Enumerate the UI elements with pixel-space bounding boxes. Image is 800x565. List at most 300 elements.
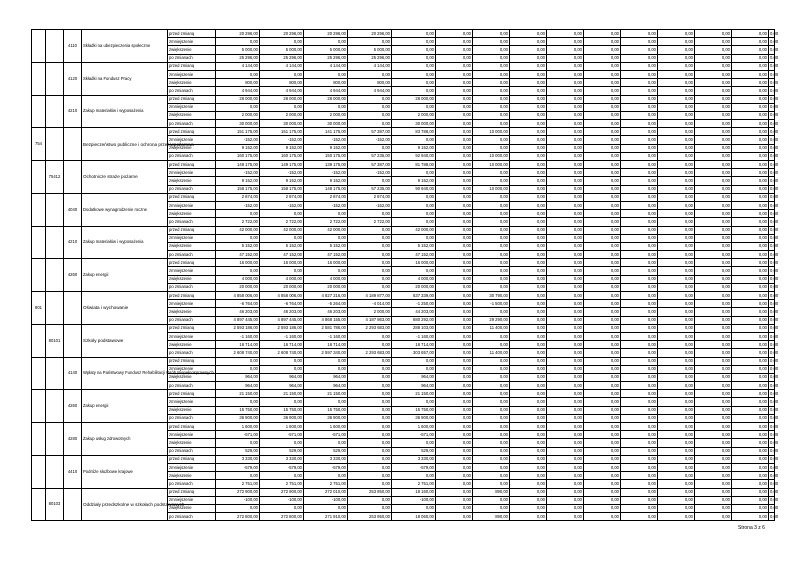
amount-cell: 9 152,00 [304,144,348,152]
amount-cell: -571,00 [260,431,304,439]
amount-cell: 288 103,00 [392,324,436,332]
amount-cell: 29 290,00 [473,316,510,324]
amount-cell: -100,00 [216,496,260,504]
amount-cell: 0,00 [769,398,775,406]
amount-cell: 0,00 [348,463,392,471]
amount-cell: 0,00 [769,308,775,316]
amount-cell: 30 000,00 [304,120,348,128]
amount-cell: 0,00 [547,161,584,169]
amount-cell: 0,00 [436,70,473,78]
amount-cell: 0,00 [436,87,473,95]
amount-cell: 0,00 [547,398,584,406]
amount-cell: 0,00 [436,308,473,316]
amount-cell: 0,00 [769,169,775,177]
chapter-code: 80103 [46,488,64,521]
amount-cell: 0,00 [547,382,584,390]
amount-cell: 0,00 [621,201,658,209]
amount-cell: 0,00 [658,496,695,504]
amount-cell: 0,00 [510,292,547,300]
paragraph-code [64,324,82,357]
amount-cell: 0,00 [547,103,584,111]
amount-cell: 0,00 [584,128,621,136]
amount-cell: 0,00 [510,390,547,398]
amount-cell: 0,00 [732,95,769,103]
row-kind-label: zmniejszenie [168,332,216,340]
amount-cell: 0,00 [695,488,732,496]
amount-cell: 0,00 [621,193,658,201]
chapter-code [46,193,64,226]
amount-cell: 1 600,00 [392,423,436,431]
amount-cell: 0,00 [658,365,695,373]
amount-cell: 0,00 [216,210,260,218]
amount-cell: 0,00 [769,496,775,504]
amount-cell: 0,00 [260,439,304,447]
amount-cell: 0,00 [436,472,473,480]
amount-cell: 0,00 [436,488,473,496]
amount-cell: 0,00 [473,218,510,226]
amount-cell: 0,00 [348,144,392,152]
amount-cell: 0,00 [510,447,547,455]
amount-cell: 0,00 [436,513,473,521]
amount-cell: 0,00 [348,210,392,218]
amount-cell: 0,00 [473,62,510,70]
amount-cell: 4 189 877,00 [348,292,392,300]
row-kind-label: po zmianach [168,447,216,455]
amount-cell: 0,00 [392,504,436,512]
amount-cell: 11 400,00 [473,349,510,357]
item-description: Zakup materiałów i wyposażenia [82,226,168,259]
amount-cell: 0,00 [732,382,769,390]
amount-cell: 0,00 [304,398,348,406]
amount-cell: 0,00 [769,472,775,480]
table-row [32,423,775,431]
paragraph-code: 4210 [64,95,82,128]
amount-cell: 0,00 [769,357,775,365]
amount-cell: 0,00 [436,292,473,300]
amount-cell: 0,00 [436,251,473,259]
amount-cell: 0,00 [695,144,732,152]
row-kind-label: zwiększenie [168,341,216,349]
row-kind-label: zmniejszenie [168,103,216,111]
item-description: Oświata i wychowanie [82,292,168,325]
amount-cell: 0,00 [436,79,473,87]
amount-cell: 0,00 [658,439,695,447]
division-code [32,455,46,488]
amount-cell: 0,00 [584,455,621,463]
amount-cell: 0,00 [584,193,621,201]
row-kind-label: przed zmianą [168,259,216,267]
amount-cell: 20 000,00 [216,283,260,291]
amount-cell: 0,00 [769,210,775,218]
amount-cell: 0,00 [621,324,658,332]
amount-cell: 0,00 [621,398,658,406]
amount-cell: 4 000,00 [304,275,348,283]
amount-cell: 0,00 [621,431,658,439]
amount-cell: 0,00 [473,267,510,275]
amount-cell: 4 944,00 [216,87,260,95]
amount-cell: 0,00 [621,504,658,512]
amount-cell: 0,00 [473,251,510,259]
amount-cell: 47 152,00 [304,251,348,259]
amount-cell: 4 897 445,00 [260,316,304,324]
amount-cell: 0,00 [584,259,621,267]
amount-cell: 0,00 [658,152,695,160]
amount-cell: 0,00 [510,275,547,283]
amount-cell: 0,00 [547,226,584,234]
amount-cell: 0,00 [392,30,436,38]
amount-cell: 0,00 [436,128,473,136]
amount-cell: 0,00 [547,46,584,54]
amount-cell: 0,00 [584,283,621,291]
amount-cell: 0,00 [658,70,695,78]
amount-cell: 0,00 [304,267,348,275]
amount-cell: 21 150,00 [392,390,436,398]
amount-cell: 0,00 [348,275,392,283]
row-kind-label: po zmianach [168,218,216,226]
amount-cell: 16 000,00 [260,259,304,267]
amount-cell: 0,00 [216,38,260,46]
amount-cell: 0,00 [584,300,621,308]
amount-cell: 0,00 [436,382,473,390]
amount-cell: 0,00 [547,414,584,422]
amount-cell: 0,00 [216,472,260,480]
amount-cell: 964,00 [260,373,304,381]
row-kind-label: po zmianach [168,480,216,488]
amount-cell: 0,00 [695,332,732,340]
amount-cell: 0,00 [732,357,769,365]
amount-cell: 0,00 [695,455,732,463]
amount-cell: 0,00 [547,259,584,267]
amount-cell: 0,00 [695,226,732,234]
amount-cell: 0,00 [658,332,695,340]
amount-cell: 21 150,00 [260,390,304,398]
amount-cell: 0,00 [473,341,510,349]
amount-cell: 0,00 [510,365,547,373]
amount-cell: 0,00 [436,62,473,70]
amount-cell: 0,00 [621,283,658,291]
row-kind-label: przed zmianą [168,488,216,496]
amount-cell: 0,00 [695,46,732,54]
amount-cell: 0,00 [695,128,732,136]
amount-cell: 57 235,00 [348,152,392,160]
chapter-code: 75412 [46,161,64,194]
amount-cell: 2 751,00 [392,480,436,488]
amount-cell: 0,00 [473,95,510,103]
amount-cell: 0,00 [392,136,436,144]
amount-cell: 0,00 [621,259,658,267]
amount-cell: 10 000,00 [473,152,510,160]
amount-cell: 0,00 [216,70,260,78]
amount-cell: 0,00 [436,373,473,381]
amount-cell: 0,00 [695,513,732,521]
row-kind-label: zmniejszenie [168,38,216,46]
amount-cell: 0,00 [510,283,547,291]
amount-cell: 4 144,00 [216,62,260,70]
amount-cell: 0,00 [436,193,473,201]
amount-cell: 0,00 [769,144,775,152]
amount-cell: 15 750,00 [260,406,304,414]
amount-cell: 0,00 [584,480,621,488]
amount-cell: 0,00 [732,46,769,54]
amount-cell: 0,00 [695,357,732,365]
row-kind-label: po zmianach [168,414,216,422]
amount-cell: 0,00 [658,414,695,422]
amount-cell: 36 900,00 [260,414,304,422]
amount-cell: 0,00 [658,316,695,324]
amount-cell: 0,00 [473,390,510,398]
paragraph-code [64,161,82,194]
amount-cell: 57 235,00 [348,185,392,193]
row-kind-label: zwiększenie [168,406,216,414]
paragraph-code: 4110 [64,30,82,63]
amount-cell: 0,00 [732,152,769,160]
amount-cell: 0,00 [732,87,769,95]
row-kind-label: zwiększenie [168,275,216,283]
row-kind-label: po zmianach [168,54,216,62]
amount-cell: 9 152,00 [216,144,260,152]
paragraph-code: 4210 [64,226,82,259]
amount-cell: 0,00 [621,54,658,62]
amount-cell: 0,00 [510,46,547,54]
chapter-code [46,423,64,456]
amount-cell: 2 581 786,00 [304,324,348,332]
amount-cell: 0,00 [769,504,775,512]
amount-cell: 0,00 [658,406,695,414]
amount-cell: 0,00 [658,398,695,406]
amount-cell: 5 152,00 [260,242,304,250]
amount-cell: 151 175,00 [260,128,304,136]
amount-cell: 3 330,00 [392,455,436,463]
amount-cell: 10 000,00 [473,185,510,193]
amount-cell: 0,00 [695,54,732,62]
amount-cell: 0,00 [695,38,732,46]
amount-cell: 0,00 [769,128,775,136]
amount-cell: 158 175,00 [260,185,304,193]
amount-cell: 0,00 [547,496,584,504]
amount-cell: 0,00 [621,152,658,160]
amount-cell: 2 293 683,00 [348,349,392,357]
row-kind-label: po zmianach [168,349,216,357]
amount-cell: 0,00 [658,251,695,259]
table-row [32,62,775,70]
amount-cell: 0,00 [473,38,510,46]
amount-cell: 0,00 [584,308,621,316]
amount-cell: 800,00 [216,79,260,87]
row-kind-label: przed zmianą [168,95,216,103]
amount-cell: 0,00 [621,251,658,259]
amount-cell: 0,00 [436,349,473,357]
amount-cell: 42 000,00 [260,226,304,234]
amount-cell: 0,00 [436,398,473,406]
amount-cell: 0,00 [732,472,769,480]
amount-cell: -571,00 [392,431,436,439]
row-kind-label: zmniejszenie [168,70,216,78]
amount-cell: 253 950,00 [348,513,392,521]
amount-cell: 0,00 [769,382,775,390]
amount-cell: 0,00 [436,332,473,340]
amount-cell: 272 800,00 [216,513,260,521]
row-kind-label: zwiększenie [168,472,216,480]
amount-cell: 47 152,00 [260,251,304,259]
amount-cell: 0,00 [658,46,695,54]
amount-cell: -4 014,00 [348,300,392,308]
amount-cell: 0,00 [473,373,510,381]
amount-cell: 0,00 [621,95,658,103]
amount-cell: 0,00 [695,316,732,324]
amount-cell: -579,00 [304,463,348,471]
division-code: 754 [32,128,46,161]
amount-cell: 0,00 [621,308,658,316]
amount-cell: 0,00 [584,463,621,471]
amount-cell: 5 000,00 [304,46,348,54]
amount-cell: 890,00 [473,513,510,521]
amount-cell: 0,00 [621,488,658,496]
amount-cell: 0,00 [584,62,621,70]
amount-cell: 0,00 [510,488,547,496]
amount-cell: 0,00 [732,300,769,308]
amount-cell: 0,00 [473,414,510,422]
amount-cell: 0,00 [436,136,473,144]
amount-cell: 0,00 [621,373,658,381]
amount-cell: -1 500,00 [473,300,510,308]
amount-cell: 0,00 [658,95,695,103]
amount-cell: 0,00 [392,201,436,209]
amount-cell: 0,00 [348,373,392,381]
amount-cell: 0,00 [510,226,547,234]
chapter-code [46,95,64,128]
amount-cell: 0,00 [473,259,510,267]
amount-cell: 0,00 [695,308,732,316]
amount-cell: 0,00 [510,79,547,87]
amount-cell: 16 714,00 [304,341,348,349]
amount-cell: 0,00 [304,70,348,78]
amount-cell: 0,00 [392,79,436,87]
amount-cell: 0,00 [732,79,769,87]
amount-cell: 0,00 [584,292,621,300]
amount-cell: 0,00 [392,210,436,218]
row-kind-label: zwiększenie [168,439,216,447]
amount-cell: 20 296,00 [216,30,260,38]
amount-cell: 0,00 [510,87,547,95]
amount-cell: 44 203,00 [392,308,436,316]
amount-cell: 0,00 [510,152,547,160]
amount-cell: 0,00 [348,103,392,111]
amount-cell: 2 751,00 [260,480,304,488]
amount-cell: 529,00 [260,447,304,455]
amount-cell: 4 187 863,00 [348,316,392,324]
amount-cell: 0,00 [473,54,510,62]
amount-cell: 0,00 [695,267,732,275]
amount-cell: 0,00 [216,365,260,373]
amount-cell: 0,00 [621,111,658,119]
amount-cell: 2 874,00 [260,193,304,201]
amount-cell: 0,00 [769,54,775,62]
amount-cell: 4 000,00 [260,275,304,283]
amount-cell: 0,00 [436,324,473,332]
amount-cell: 0,00 [695,111,732,119]
amount-cell: 0,00 [510,251,547,259]
amount-cell: 0,00 [732,120,769,128]
amount-cell: 3 330,00 [260,455,304,463]
amount-cell: 0,00 [510,111,547,119]
amount-cell: 0,00 [348,242,392,250]
amount-cell: 0,00 [732,414,769,422]
amount-cell: 0,00 [584,144,621,152]
amount-cell: -152,00 [304,136,348,144]
amount-cell: 0,00 [769,87,775,95]
amount-cell: 0,00 [621,382,658,390]
amount-cell: 0,00 [473,120,510,128]
row-kind-label: zmniejszenie [168,136,216,144]
amount-cell: 0,00 [473,103,510,111]
amount-cell: 0,00 [769,341,775,349]
amount-cell: 0,00 [584,70,621,78]
amount-cell: 0,00 [584,349,621,357]
amount-cell: 92 940,00 [392,152,436,160]
amount-cell: 0,00 [658,144,695,152]
amount-cell: 0,00 [436,300,473,308]
amount-cell: 0,00 [658,488,695,496]
table-row [32,390,775,398]
amount-cell: 0,00 [510,406,547,414]
amount-cell: 0,00 [304,234,348,242]
amount-cell: 0,00 [436,283,473,291]
amount-cell: 0,00 [436,30,473,38]
amount-cell: 964,00 [392,382,436,390]
amount-cell: 2 593 186,00 [260,324,304,332]
amount-cell: 0,00 [348,95,392,103]
amount-cell: 0,00 [769,300,775,308]
amount-cell: 0,00 [732,390,769,398]
amount-cell: 46 203,00 [260,308,304,316]
amount-cell: 0,00 [510,177,547,185]
amount-cell: 0,00 [732,365,769,373]
amount-cell: 0,00 [732,62,769,70]
amount-cell: 0,00 [547,373,584,381]
amount-cell: 0,00 [436,46,473,54]
amount-cell: 0,00 [510,201,547,209]
amount-cell: 21 150,00 [304,390,348,398]
amount-cell: 0,00 [732,431,769,439]
amount-cell: 2 722,00 [304,218,348,226]
amount-cell: 0,00 [658,54,695,62]
amount-cell: 0,00 [436,152,473,160]
division-code [32,95,46,128]
row-kind-label: zwiększenie [168,79,216,87]
amount-cell: 529,00 [216,447,260,455]
amount-cell: 0,00 [695,185,732,193]
amount-cell: 0,00 [658,349,695,357]
amount-cell: 0,00 [658,324,695,332]
amount-cell: 15 750,00 [216,406,260,414]
table-row [32,324,775,332]
amount-cell: 0,00 [584,431,621,439]
amount-cell: 0,00 [621,267,658,275]
amount-cell: 0,00 [621,242,658,250]
amount-cell: 0,00 [510,169,547,177]
chapter-code [46,390,64,423]
amount-cell: 36 900,00 [304,414,348,422]
amount-cell: 0,00 [732,324,769,332]
amount-cell: 0,00 [473,242,510,250]
amount-cell: 0,00 [658,210,695,218]
row-kind-label: zwiększenie [168,242,216,250]
amount-cell: 0,00 [769,242,775,250]
amount-cell: 0,00 [658,373,695,381]
amount-cell: 0,00 [510,259,547,267]
row-kind-label: przed zmianą [168,455,216,463]
amount-cell: 0,00 [658,308,695,316]
